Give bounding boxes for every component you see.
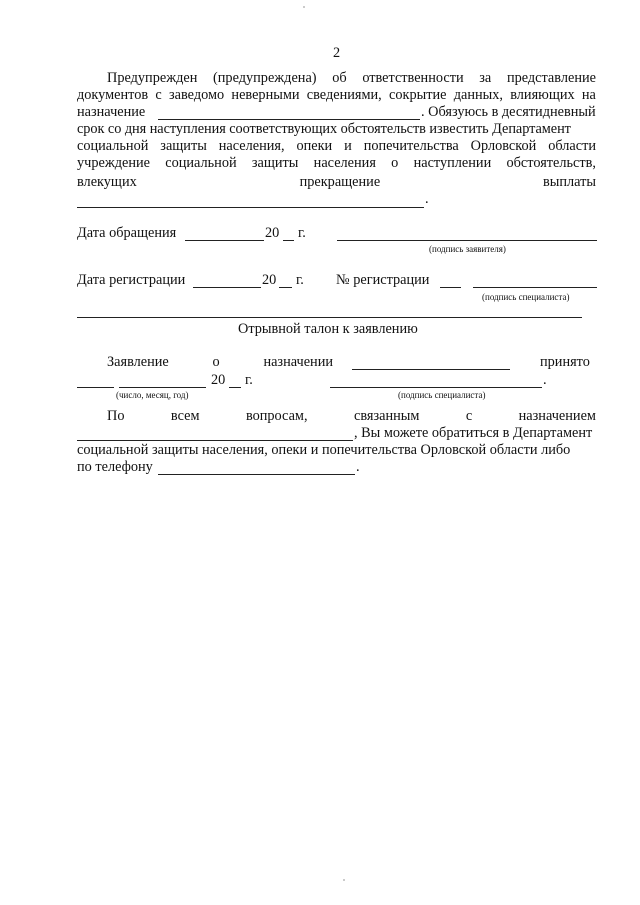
- scan-dot: [343, 879, 345, 881]
- coupon-assignment-topic-blank[interactable]: [77, 440, 353, 441]
- warning-line-3-start: назначение: [77, 104, 146, 120]
- registration-year-blank[interactable]: [279, 287, 292, 288]
- word: влекущих: [77, 174, 137, 190]
- registration-year-prefix: 20: [262, 272, 277, 288]
- word: и: [344, 138, 352, 154]
- word: с: [155, 87, 162, 103]
- applicant-signature-line[interactable]: [337, 240, 597, 241]
- coupon-year-prefix: 20: [211, 372, 226, 388]
- warning-line-7: [77, 174, 596, 191]
- warning-line-2: [77, 87, 596, 104]
- scan-dot: [303, 6, 305, 8]
- word: неверными: [231, 87, 300, 103]
- registration-number-blank[interactable]: [440, 287, 461, 288]
- word: влияющих: [510, 87, 575, 103]
- coupon-year-suffix: г.: [245, 372, 253, 388]
- word: защиты: [251, 155, 299, 171]
- word: на: [581, 87, 596, 103]
- word: ответственности: [362, 70, 464, 86]
- word: документов: [77, 87, 149, 103]
- word: назначением: [518, 408, 596, 424]
- warning-line-4: срок со дня наступления соответствующих обстоятельств известить Департамент: [77, 121, 571, 137]
- page-number: 2: [333, 45, 341, 61]
- coupon-day-blank[interactable]: [77, 387, 114, 388]
- coupon-year-blank[interactable]: [229, 387, 241, 388]
- word: связанным: [353, 408, 420, 424]
- specialist-signature-line[interactable]: [473, 287, 597, 288]
- registration-year-suffix: г.: [296, 272, 304, 288]
- word: опеки: [296, 138, 333, 154]
- registration-date-blank[interactable]: [193, 287, 261, 288]
- appeal-date-blank[interactable]: [185, 240, 264, 241]
- word: прекращение: [299, 174, 381, 190]
- word: Заявление: [107, 354, 169, 370]
- termination-payment-blank[interactable]: [77, 207, 424, 208]
- coupon-line-3: [107, 408, 596, 425]
- word: данных,: [453, 87, 503, 103]
- assignment-type-blank[interactable]: [158, 119, 420, 120]
- word: сведениями,: [306, 87, 382, 103]
- coupon-signature-caption: (подпись специалиста): [398, 390, 486, 400]
- coupon-line-4-end: , Вы можете обратиться в Департамент: [354, 425, 593, 441]
- word: Предупрежден: [107, 70, 198, 86]
- coupon-date-caption: (число, месяц, год): [116, 390, 189, 400]
- word: о: [212, 354, 220, 370]
- warning-line-3-end: . Обязуюсь в десятидневный: [421, 104, 596, 120]
- word: (предупреждена): [213, 70, 317, 86]
- coupon-specialist-signature-line[interactable]: [330, 387, 542, 388]
- word: вопросам,: [245, 408, 308, 424]
- coupon-line-1-end: принято: [540, 354, 590, 370]
- appeal-date-label: Дата обращения: [77, 225, 177, 241]
- registration-date-label: Дата регистрации: [77, 272, 186, 288]
- applicant-signature-caption: (подпись заявителя): [429, 244, 506, 254]
- warning-line-8-end: .: [425, 191, 429, 207]
- warning-line-1: [107, 70, 596, 87]
- word: учреждение: [77, 155, 150, 171]
- word: социальной: [77, 138, 149, 154]
- word: попечительства: [363, 138, 459, 154]
- warning-line-5: [77, 138, 596, 155]
- coupon-assignment-blank[interactable]: [352, 369, 510, 370]
- word: о: [391, 155, 399, 171]
- appeal-year-suffix: г.: [298, 225, 306, 241]
- coupon-line-6-end: .: [356, 459, 360, 475]
- word: защиты: [160, 138, 207, 154]
- word: представление: [506, 70, 596, 86]
- coupon-line-5: социальной защиты населения, опеки и попечительства Орловской области либо: [77, 442, 571, 458]
- word: заведомо: [169, 87, 225, 103]
- coupon-phone-blank[interactable]: [158, 474, 355, 475]
- word: Орловской: [470, 138, 537, 154]
- coupon-line-2-end: .: [543, 372, 547, 388]
- word: сокрытие: [389, 87, 447, 103]
- word: об: [332, 70, 347, 86]
- word: области: [548, 138, 596, 154]
- word: социальной: [165, 155, 237, 171]
- coupon-month-blank[interactable]: [119, 387, 206, 388]
- word: за: [479, 70, 492, 86]
- appeal-year-blank[interactable]: [283, 240, 294, 241]
- coupon-line-1-words: [107, 354, 333, 371]
- coupon-title: Отрывной талон к заявлению: [238, 321, 418, 337]
- word: населения,: [218, 138, 285, 154]
- word: По: [107, 408, 125, 424]
- word: с: [465, 408, 473, 424]
- tear-off-line: [77, 317, 582, 318]
- word: выплаты: [543, 174, 596, 190]
- word: обстоятельств,: [506, 155, 596, 171]
- warning-line-6: [77, 155, 596, 172]
- appeal-year-prefix: 20: [265, 225, 280, 241]
- coupon-phone-label: по телефону: [77, 459, 153, 475]
- word: населения: [313, 155, 376, 171]
- specialist-signature-caption: (подпись специалиста): [482, 292, 570, 302]
- word: наступлении: [413, 155, 492, 171]
- word: назначении: [263, 354, 333, 370]
- registration-number-label: № регистрации: [336, 272, 430, 288]
- word: всем: [170, 408, 200, 424]
